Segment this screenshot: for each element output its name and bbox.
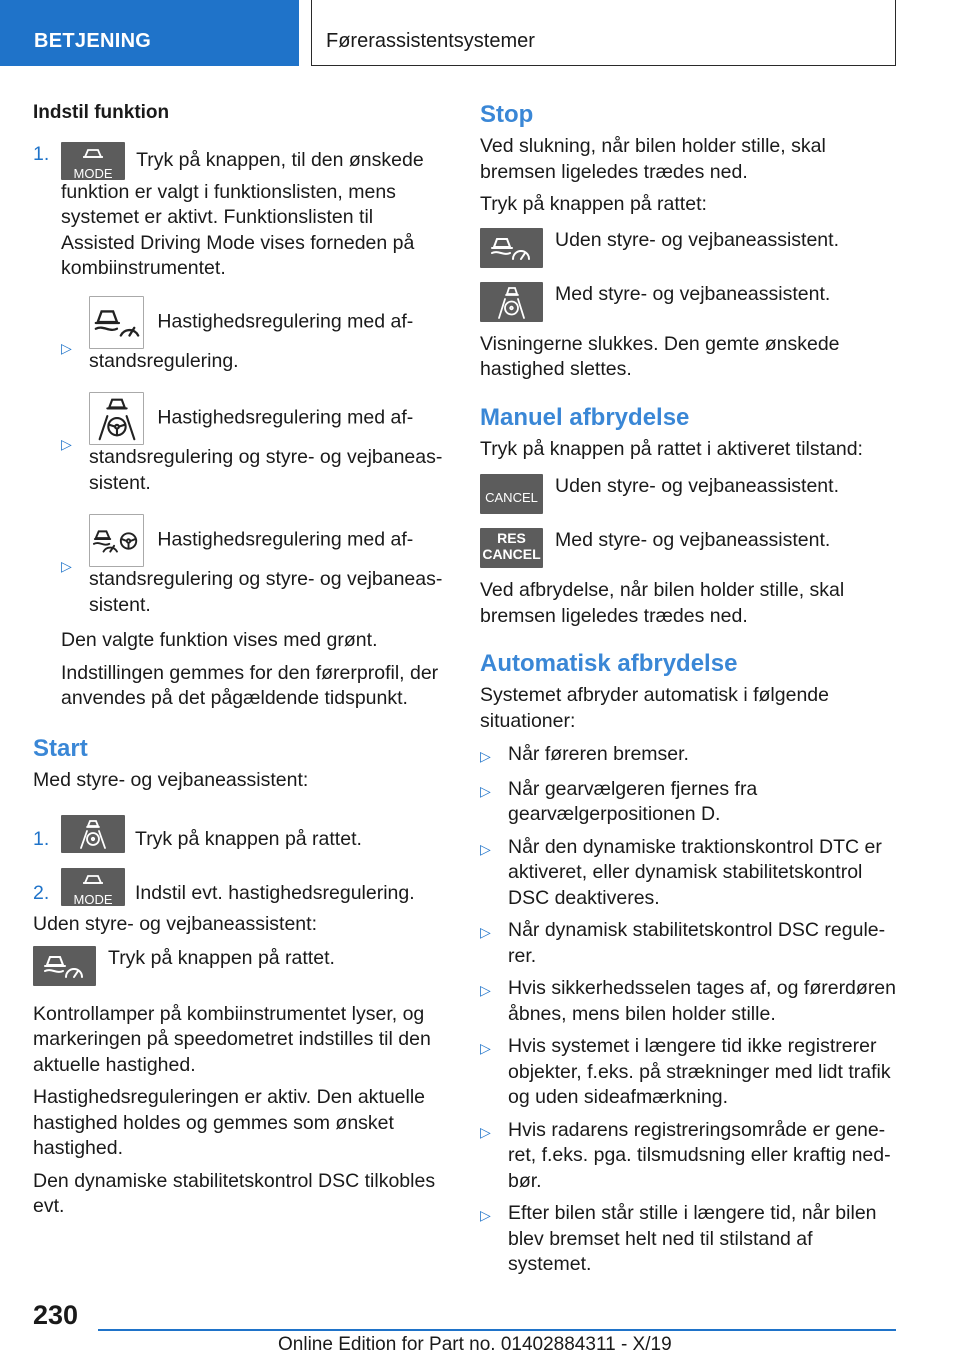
manual-p1: Tryk på knappen på rattet i aktiveret tilstand: — [480, 437, 863, 460]
option-text: Hastighedsregulering med afstandsregulering. — [89, 310, 414, 372]
cancel-label: CANCEL — [482, 546, 541, 562]
acc-lane-assist-icon — [89, 392, 144, 445]
triangle-bullet-icon: ▷ — [480, 982, 491, 998]
section-title: BETJENING — [34, 30, 152, 52]
triangle-bullet-icon: ▷ — [61, 436, 72, 452]
auto-item-text: Når gearvælgeren fjernes fra gearvælgerpositionen D. — [508, 777, 758, 825]
footer-divider — [98, 1329, 896, 1331]
note-green: Den valgte funktion vises med grønt. — [61, 629, 378, 651]
auto-item — [480, 1118, 900, 1195]
step-number: 1. — [33, 142, 50, 165]
triangle-bullet-icon: ▷ — [480, 1207, 491, 1223]
subhead-set-function: Indstil funktion — [33, 102, 170, 123]
stop-without-text: Uden styre- og vejbaneassistent. — [555, 228, 839, 251]
option-acc — [61, 296, 451, 375]
step-number: 2. — [33, 881, 50, 904]
auto-item — [480, 1034, 900, 1111]
mode-label: MODE — [73, 165, 113, 181]
without-intro: Uden styre- og vejbaneassistent: — [33, 913, 317, 935]
left-column — [33, 100, 451, 1227]
mode-button-icon — [61, 142, 125, 180]
auto-item — [480, 1201, 900, 1278]
stop-p2: Tryk på knappen på rattet: — [480, 193, 707, 215]
section-tab — [0, 0, 299, 66]
note-profile: Indstillingen gemmes for den førerprofil, der anvendes på det pågældende tidspunkt. — [61, 661, 439, 709]
stop-p1: Ved slukning, når bilen holder stille, skal bremsen ligeledes trædes ned. — [480, 135, 826, 183]
triangle-bullet-icon: ▷ — [480, 782, 491, 799]
heading-stop: Stop — [480, 101, 534, 128]
lane-assist-button-icon — [61, 815, 125, 853]
manual-p2: Ved afbrydelse, når bilen holder stille, skal bremsen ligeledes trædes ned. — [480, 579, 845, 627]
triangle-bullet-icon: ▷ — [61, 339, 72, 356]
without-row — [33, 946, 451, 986]
auto-item — [480, 777, 900, 828]
option-text: Hastighedsregulering med afstandsregulering og styre- og vejbaneassistent. — [89, 406, 443, 494]
para-active: Hastighedsreguleringen er aktiv. Den aktuelle hastighed holdes og gemmes som ønsket hastighed. — [33, 1086, 426, 1159]
auto-item-text: Når dynamisk stabilitetskontrol DSC regulerer. — [508, 919, 886, 967]
auto-item — [480, 835, 900, 912]
para-dsc: Den dynamiske stabilitetskontrol DSC tilkobles evt. — [33, 1169, 436, 1217]
start-step-2-text: Indstil evt. hastighedsregulering. — [135, 881, 415, 904]
auto-item-text: Hvis systemet i længere tid ikke registrerer objekter, f.eks. på strækninger med lidt trafik og uden sideafmærkning. — [508, 1035, 891, 1108]
step-1-text: Tryk på knappen, til den ønskede funktion er valgt i funktionslisten, mens systemet er aktivt. Funktionslisten til Assisted Driving Mode vises forneden på kombiinstrumentet. — [61, 148, 424, 279]
chapter-box — [311, 0, 896, 66]
option-acc-lane — [61, 392, 451, 496]
stop-with-text: Med styre- og vejbaneassistent. — [555, 282, 831, 305]
auto-item-text: Hvis radarens registreringsområde er generet, f.eks. pga. tilsmudsning eller kraftig nedbør. — [508, 1118, 891, 1192]
heading-auto: Automatisk afbrydelse — [480, 650, 738, 677]
acc-icon — [89, 296, 144, 349]
option-text: Hastighedsregulering med afstandsregulering og styre- og vejbaneassistent. — [89, 528, 443, 616]
auto-item — [480, 742, 900, 770]
right-column — [480, 100, 900, 1285]
manual-without-text: Uden styre- og vejbaneassistent. — [555, 475, 839, 497]
without-text: Tryk på knappen på rattet. — [108, 946, 335, 969]
stop-p3: Visningerne slukkes. Den gemte ønskede hastighed slettes. — [480, 332, 840, 380]
page-number: 230 — [33, 1300, 79, 1330]
start-intro: Med styre- og vejbaneassistent: — [33, 768, 309, 791]
stop-without-row — [480, 228, 900, 268]
option-acc-steer — [61, 514, 451, 618]
triangle-bullet-icon: ▷ — [480, 748, 491, 764]
heading-start: Start — [33, 734, 88, 762]
auto-p1: Systemet afbryder automatisk i følgende situationer: — [480, 684, 829, 732]
acc-button-icon — [480, 228, 543, 268]
heading-manual: Manuel afbrydelse — [480, 403, 690, 431]
mode-label: MODE — [73, 892, 113, 907]
res-label: RES — [497, 530, 526, 546]
footer-edition: Online Edition for Part no. 01402884311 - X/19 — [278, 1334, 672, 1355]
manual-without-row — [480, 474, 900, 514]
cancel-button-icon — [480, 474, 543, 514]
para-lamps: Kontrollamper på kombiinstrumentet lyser, og markeringen på speedometret indstilles til den aktuelle hastighed. — [33, 1002, 431, 1076]
triangle-bullet-icon: ▷ — [480, 1123, 491, 1140]
triangle-bullet-icon: ▷ — [480, 840, 491, 857]
start-step-2 — [33, 865, 451, 907]
res-cancel-button-icon — [480, 528, 543, 568]
triangle-bullet-icon: ▷ — [480, 924, 491, 940]
acc-steering-icon — [89, 514, 144, 567]
manual-with-text: Med styre- og vejbaneassistent. — [555, 529, 831, 551]
auto-item-text: Når den dynamiske traktionskontrol DTC er aktiveret, eller dynamisk stabilitetskontrol DSC deaktiveres. — [508, 835, 882, 909]
auto-item-text: Efter bilen står stille i længere tid, når bilen blev bremset helt ned til stilstand af systemet. — [508, 1202, 877, 1275]
auto-item-text: Hvis sikkerhedsselen tages af, og førerdøren åbnes, mens bilen holder stille. — [508, 977, 897, 1025]
auto-item-text: Når føreren bremser. — [508, 743, 689, 765]
manual-with-row — [480, 528, 900, 568]
acc-button-icon — [33, 946, 96, 986]
step-1 — [33, 142, 451, 282]
chapter-title: Førerassistentsystemer — [326, 30, 535, 52]
triangle-bullet-icon: ▷ — [480, 1040, 491, 1056]
auto-item — [480, 918, 900, 969]
start-step-1 — [33, 811, 451, 853]
stop-with-row — [480, 282, 900, 322]
start-step-1-text: Tryk på knappen på rattet. — [135, 828, 362, 850]
lane-assist-button-icon — [480, 282, 543, 322]
triangle-bullet-icon: ▷ — [61, 558, 72, 574]
mode-button-icon — [61, 868, 125, 906]
auto-item — [480, 976, 900, 1027]
step-number: 1. — [33, 828, 50, 850]
cancel-label: CANCEL — [485, 490, 538, 505]
